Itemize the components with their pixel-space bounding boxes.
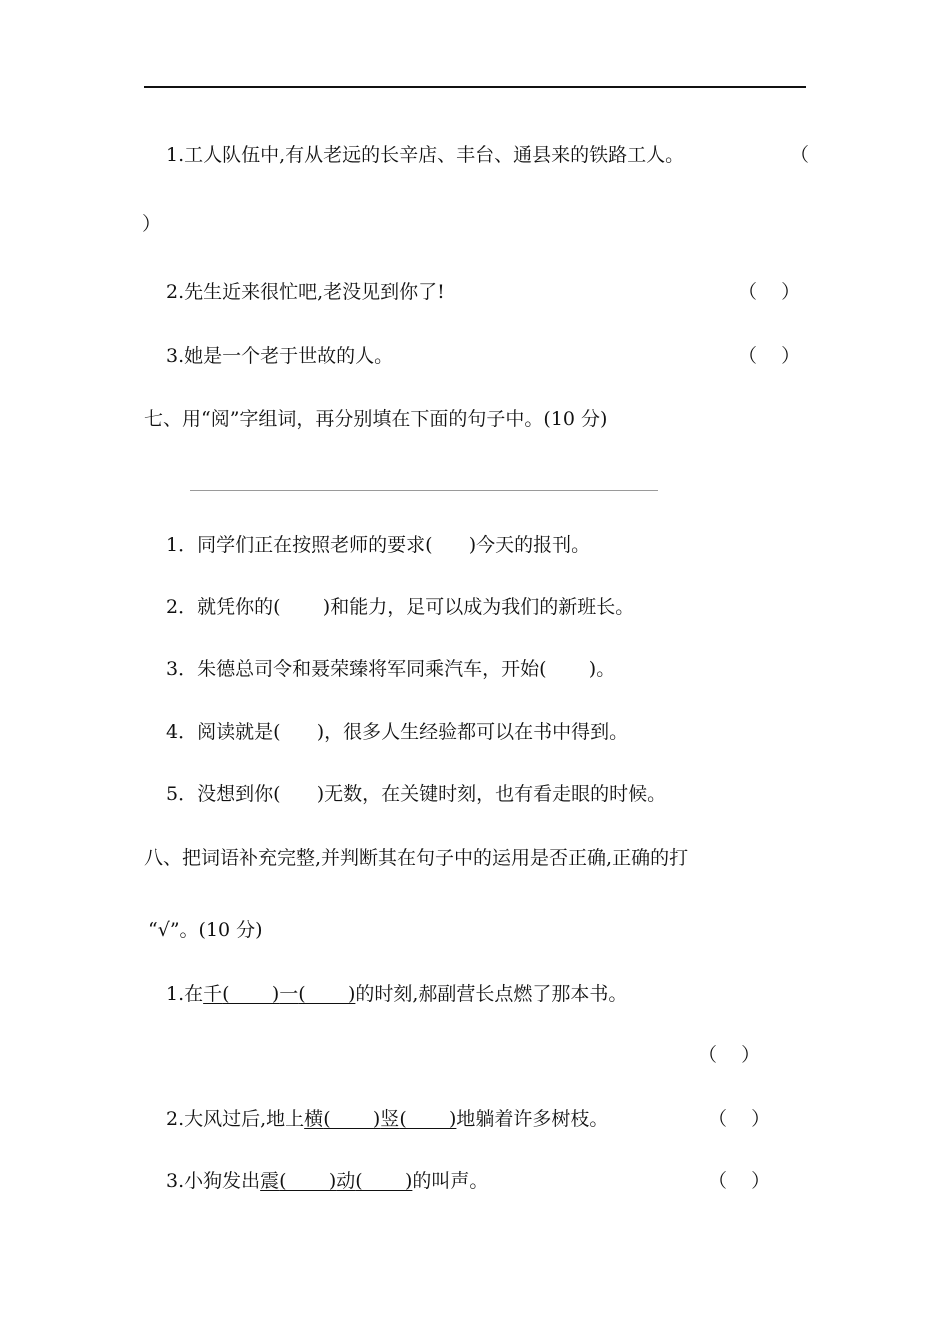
sec8-item-1 xyxy=(166,982,627,1006)
sec8-item-2-prefix: 2.大风过后,地上 xyxy=(166,1108,305,1130)
sec8-item-3 xyxy=(166,1169,488,1193)
sec7-item-5-after: )无数，在关键时刻，也有看走眼的时候。 xyxy=(316,783,667,805)
sec6-q1-paren-close: ） xyxy=(142,213,162,235)
sec8-item-3-char-2: 动 xyxy=(336,1170,356,1192)
sec8-item-3-prefix: 3.小狗发出 xyxy=(166,1170,261,1192)
sec8-item-2-idiom xyxy=(304,1108,456,1130)
sec7-item-1-blank[interactable] xyxy=(433,534,469,556)
sec7-item-4 xyxy=(166,720,628,744)
sec7-item-2 xyxy=(166,595,634,619)
sec8-item-1-answer-paren[interactable]: （ ） xyxy=(698,1044,761,1066)
sec7-item-3-before: 3．朱德总司令和聂荣臻将军同乘汽车，开始( xyxy=(166,658,547,680)
sec8-item-2-suffix: 地躺着许多树枝。 xyxy=(456,1108,609,1130)
sec8-item-3-char-1: 震 xyxy=(260,1170,280,1192)
sec7-item-2-before: 2．就凭你的( xyxy=(166,596,281,618)
sec7-item-1 xyxy=(166,533,590,557)
sec8-item-1-suffix: 的时刻,郝副营长点燃了那本书。 xyxy=(355,983,628,1005)
sec7-item-3-blank[interactable] xyxy=(547,658,589,680)
sec7-item-4-blank[interactable] xyxy=(281,721,317,743)
sec8-item-1-char-1: 千 xyxy=(203,983,223,1005)
sec6-q1-paren-open: （ xyxy=(790,144,810,166)
sec8-item-3-blank-2[interactable]: ( ) xyxy=(355,1170,413,1192)
sec6-q2-answer-paren[interactable]: （ ） xyxy=(738,281,801,303)
sec8-heading-line-1: 八、把词语补充完整,并判断其在句子中的运用是否正确,正确的打 xyxy=(144,847,689,869)
sec8-item-1-blank-1[interactable]: ( ) xyxy=(222,983,280,1005)
sec7-item-1-before: 1．同学们正在按照老师的要求( xyxy=(166,534,433,556)
header-rule xyxy=(144,86,806,88)
sec7-item-3-after: )。 xyxy=(588,658,616,680)
sec7-heading: 七、用“阅”字组词，再分别填在下面的句子中。(10 分) xyxy=(144,408,608,430)
sec7-item-1-after: )今天的报刊。 xyxy=(468,534,591,556)
sec8-item-3-idiom xyxy=(260,1170,412,1192)
sec8-item-3-blank-1[interactable]: ( ) xyxy=(279,1170,337,1192)
sec6-question-3 xyxy=(166,344,393,368)
sec8-item-2-blank-1[interactable]: ( ) xyxy=(323,1108,381,1130)
sec7-item-4-after: )，很多人生经验都可以在书中得到。 xyxy=(316,721,629,743)
sec8-item-1-char-2: 一 xyxy=(279,983,299,1005)
sec8-item-2-char-2: 竖 xyxy=(380,1108,400,1130)
sec8-item-1-prefix: 1.在 xyxy=(166,983,204,1005)
sec8-item-1-blank-2[interactable]: ( ) xyxy=(298,983,356,1005)
sec8-item-3-answer-paren[interactable]: （ ） xyxy=(708,1170,771,1192)
sec8-item-2 xyxy=(166,1107,608,1131)
sec8-heading-line-2: “√”。(10 分) xyxy=(148,919,263,941)
sec7-item-5-blank[interactable] xyxy=(281,783,317,805)
sec7-item-2-blank[interactable] xyxy=(281,596,323,618)
sec7-item-5 xyxy=(166,782,666,806)
sec6-q3-text: 3.她是一个老于世故的人。 xyxy=(166,345,394,367)
sec6-q1-text: 1.工人队伍中,有从老远的长辛店、丰台、通县来的铁路工人。 xyxy=(166,144,685,166)
sec6-q3-answer-paren[interactable]: （ ） xyxy=(738,345,801,367)
sec8-item-2-blank-2[interactable]: ( ) xyxy=(399,1108,457,1130)
sec7-item-2-after: )和能力，足可以成为我们的新班长。 xyxy=(322,596,635,618)
sec8-item-2-answer-paren[interactable]: （ ） xyxy=(708,1108,771,1130)
sec7-item-5-before: 5．没想到你( xyxy=(166,783,281,805)
sec8-item-3-suffix: 的叫声。 xyxy=(412,1170,489,1192)
sec6-question-2 xyxy=(166,280,445,304)
sec6-q2-text: 2.先生近来很忙吧,老没见到你了! xyxy=(166,281,445,303)
sec8-item-1-idiom xyxy=(203,983,355,1005)
sec7-word-answer-line[interactable] xyxy=(190,490,658,491)
sec6-question-1 xyxy=(166,143,684,167)
sec8-item-2-char-1: 横 xyxy=(304,1108,324,1130)
sec7-item-4-before: 4．阅读就是( xyxy=(166,721,281,743)
sec7-item-3 xyxy=(166,657,615,681)
